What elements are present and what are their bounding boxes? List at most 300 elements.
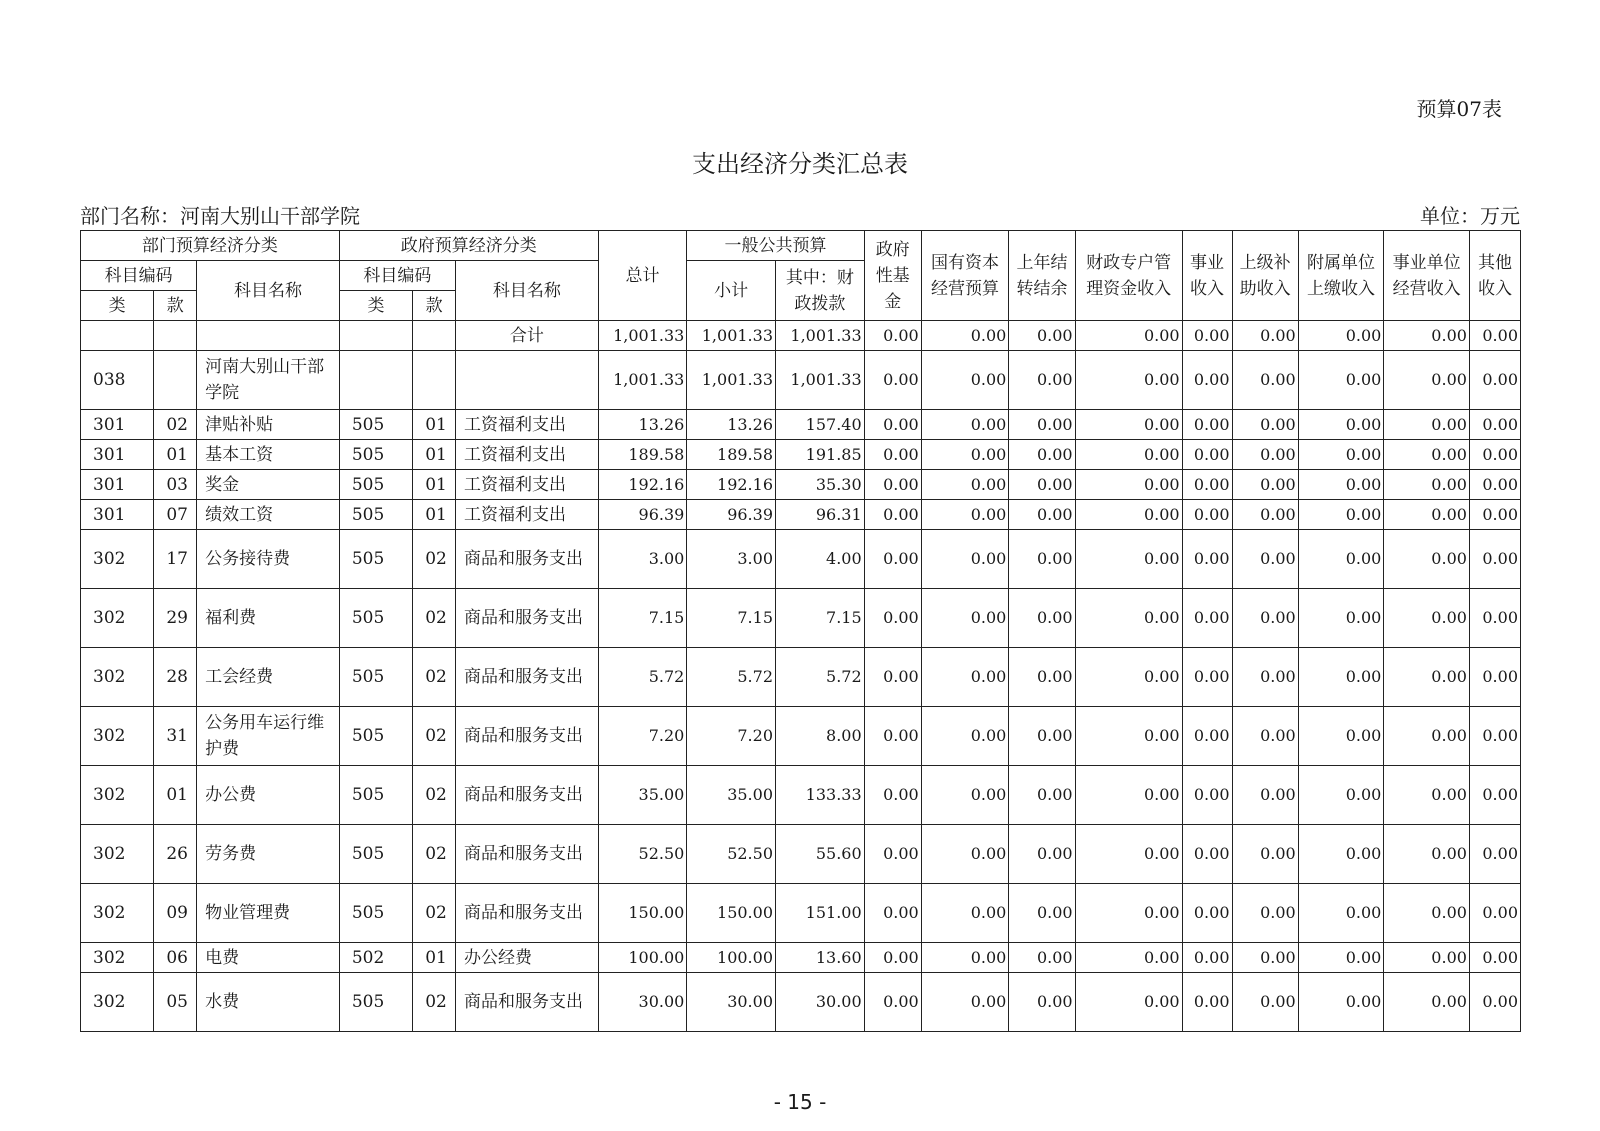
gov-code-lei: 502 <box>339 943 412 973</box>
gov-code-kuan: 02 <box>413 707 456 766</box>
operating-income-cell: 0.00 <box>1384 825 1470 884</box>
fiscal-cell: 35.30 <box>776 470 865 500</box>
other-income-cell: 0.00 <box>1469 410 1520 440</box>
dept-code-kuan: 09 <box>154 884 197 943</box>
special-account-cell: 0.00 <box>1075 589 1182 648</box>
state-capital-cell: 0.00 <box>921 321 1009 351</box>
total-cell: 192.16 <box>598 470 687 500</box>
dept-code-lei: 302 <box>81 707 154 766</box>
department-label: 部门名称：河南大别山干部学院 <box>80 204 360 228</box>
gov-code-lei: 505 <box>339 589 412 648</box>
other-income-cell: 0.00 <box>1469 440 1520 470</box>
superior-subsidy-cell: 0.00 <box>1232 321 1298 351</box>
dept-code-lei: 302 <box>81 589 154 648</box>
other-income-cell: 0.00 <box>1469 530 1520 589</box>
superior-subsidy-cell: 0.00 <box>1232 973 1298 1032</box>
dept-code-lei: 301 <box>81 410 154 440</box>
special-account-cell: 0.00 <box>1075 500 1182 530</box>
fiscal-cell: 8.00 <box>776 707 865 766</box>
operating-income-cell: 0.00 <box>1384 648 1470 707</box>
special-account-cell: 0.00 <box>1075 321 1182 351</box>
table-row <box>81 884 1521 943</box>
dept-code-lei: 301 <box>81 500 154 530</box>
table-row <box>81 351 1521 410</box>
dept-code-lei: 302 <box>81 766 154 825</box>
operating-income-cell: 0.00 <box>1384 351 1470 410</box>
affiliated-income-cell: 0.00 <box>1298 321 1384 351</box>
dept-code-kuan <box>154 351 197 410</box>
gov-code-kuan: 02 <box>413 589 456 648</box>
other-income-cell: 0.00 <box>1469 766 1520 825</box>
table-row <box>81 766 1521 825</box>
state-capital-cell: 0.00 <box>921 766 1009 825</box>
gov-code-kuan: 02 <box>413 648 456 707</box>
dept-code-kuan: 06 <box>154 943 197 973</box>
dept-code-kuan: 31 <box>154 707 197 766</box>
gov-code-kuan: 02 <box>413 884 456 943</box>
superior-subsidy-cell: 0.00 <box>1232 470 1298 500</box>
gov-subject-name: 工资福利支出 <box>456 440 599 470</box>
subtotal-cell: 1,001.33 <box>687 351 776 410</box>
carryover-cell: 0.00 <box>1009 440 1075 470</box>
special-account-cell: 0.00 <box>1075 440 1182 470</box>
gov-subject-name: 商品和服务支出 <box>456 530 599 589</box>
special-account-cell: 0.00 <box>1075 648 1182 707</box>
total-cell: 7.20 <box>598 707 687 766</box>
form-number: 预算07表 <box>1416 97 1502 121</box>
dept-subject-name: 河南大别山干部学院 <box>197 351 340 410</box>
career-income-cell: 0.00 <box>1182 470 1232 500</box>
dept-subject-name: 津贴补贴 <box>197 410 340 440</box>
operating-income-cell: 0.00 <box>1384 500 1470 530</box>
carryover-cell: 0.00 <box>1009 825 1075 884</box>
gov-code-lei: 505 <box>339 766 412 825</box>
header-special-account: 财政专户管理资金收入 <box>1075 231 1182 321</box>
carryover-cell: 0.00 <box>1009 884 1075 943</box>
other-income-cell: 0.00 <box>1469 707 1520 766</box>
state-capital-cell: 0.00 <box>921 440 1009 470</box>
header-gov-kuan: 款 <box>413 291 456 321</box>
dept-code-kuan: 01 <box>154 440 197 470</box>
gov-subject-name: 办公经费 <box>456 943 599 973</box>
carryover-cell: 0.00 <box>1009 410 1075 440</box>
gov-subject-name: 商品和服务支出 <box>456 707 599 766</box>
other-income-cell: 0.00 <box>1469 884 1520 943</box>
carryover-cell: 0.00 <box>1009 973 1075 1032</box>
total-cell: 1,001.33 <box>598 351 687 410</box>
dept-code-kuan: 26 <box>154 825 197 884</box>
dept-code-kuan: 28 <box>154 648 197 707</box>
gov-code-kuan: 02 <box>413 973 456 1032</box>
state-capital-cell: 0.00 <box>921 943 1009 973</box>
superior-subsidy-cell: 0.00 <box>1232 500 1298 530</box>
career-income-cell: 0.00 <box>1182 884 1232 943</box>
carryover-cell: 0.00 <box>1009 351 1075 410</box>
affiliated-income-cell: 0.00 <box>1298 500 1384 530</box>
special-account-cell: 0.00 <box>1075 410 1182 440</box>
fiscal-cell: 13.60 <box>776 943 865 973</box>
superior-subsidy-cell: 0.00 <box>1232 530 1298 589</box>
carryover-cell: 0.00 <box>1009 589 1075 648</box>
header-affiliated-income: 附属单位上缴收入 <box>1298 231 1384 321</box>
dept-subject-name: 绩效工资 <box>197 500 340 530</box>
header-gov-subject-code: 科目编码 <box>339 261 455 291</box>
carryover-cell: 0.00 <box>1009 766 1075 825</box>
carryover-cell: 0.00 <box>1009 500 1075 530</box>
state-capital-cell: 0.00 <box>921 648 1009 707</box>
carryover-cell: 0.00 <box>1009 648 1075 707</box>
other-income-cell: 0.00 <box>1469 825 1520 884</box>
superior-subsidy-cell: 0.00 <box>1232 707 1298 766</box>
state-capital-cell: 0.00 <box>921 351 1009 410</box>
state-capital-cell: 0.00 <box>921 884 1009 943</box>
gov-fund-cell: 0.00 <box>864 321 921 351</box>
subtotal-cell: 35.00 <box>687 766 776 825</box>
subtotal-cell: 100.00 <box>687 943 776 973</box>
dept-code-kuan: 07 <box>154 500 197 530</box>
header-dept-kuan: 款 <box>154 291 197 321</box>
career-income-cell: 0.00 <box>1182 410 1232 440</box>
fiscal-cell: 191.85 <box>776 440 865 470</box>
gov-subject-name: 商品和服务支出 <box>456 589 599 648</box>
header-career-income: 事业收入 <box>1182 231 1232 321</box>
header-subtotal: 小计 <box>687 261 776 321</box>
affiliated-income-cell: 0.00 <box>1298 943 1384 973</box>
header-gov-lei: 类 <box>339 291 412 321</box>
affiliated-income-cell: 0.00 <box>1298 766 1384 825</box>
gov-fund-cell: 0.00 <box>864 530 921 589</box>
gov-subject-name: 商品和服务支出 <box>456 825 599 884</box>
total-cell: 1,001.33 <box>598 321 687 351</box>
career-income-cell: 0.00 <box>1182 973 1232 1032</box>
gov-fund-cell: 0.00 <box>864 707 921 766</box>
superior-subsidy-cell: 0.00 <box>1232 884 1298 943</box>
gov-code-kuan <box>413 321 456 351</box>
dept-code-kuan: 05 <box>154 973 197 1032</box>
gov-fund-cell: 0.00 <box>864 470 921 500</box>
special-account-cell: 0.00 <box>1075 707 1182 766</box>
table-row <box>81 500 1521 530</box>
gov-code-kuan: 01 <box>413 943 456 973</box>
operating-income-cell: 0.00 <box>1384 973 1470 1032</box>
header-general-budget: 一般公共预算 <box>687 231 864 261</box>
career-income-cell: 0.00 <box>1182 500 1232 530</box>
gov-fund-cell: 0.00 <box>864 440 921 470</box>
carryover-cell: 0.00 <box>1009 321 1075 351</box>
unit-label: 单位：万元 <box>1420 204 1520 228</box>
gov-subject-name: 工资福利支出 <box>456 470 599 500</box>
gov-fund-cell: 0.00 <box>864 589 921 648</box>
affiliated-income-cell: 0.00 <box>1298 470 1384 500</box>
subtotal-cell: 30.00 <box>687 973 776 1032</box>
affiliated-income-cell: 0.00 <box>1298 648 1384 707</box>
gov-subject-name: 商品和服务支出 <box>456 648 599 707</box>
other-income-cell: 0.00 <box>1469 321 1520 351</box>
other-income-cell: 0.00 <box>1469 648 1520 707</box>
superior-subsidy-cell: 0.00 <box>1232 943 1298 973</box>
fiscal-cell: 151.00 <box>776 884 865 943</box>
career-income-cell: 0.00 <box>1182 321 1232 351</box>
state-capital-cell: 0.00 <box>921 973 1009 1032</box>
subtotal-cell: 7.20 <box>687 707 776 766</box>
affiliated-income-cell: 0.00 <box>1298 825 1384 884</box>
gov-subject-name: 工资福利支出 <box>456 410 599 440</box>
dept-subject-name: 水费 <box>197 973 340 1032</box>
subtotal-cell: 52.50 <box>687 825 776 884</box>
operating-income-cell: 0.00 <box>1384 321 1470 351</box>
header-of-which-fiscal: 其中：财政拨款 <box>776 261 865 321</box>
dept-code-kuan <box>154 321 197 351</box>
fiscal-cell: 7.15 <box>776 589 865 648</box>
superior-subsidy-cell: 0.00 <box>1232 766 1298 825</box>
fiscal-cell: 1,001.33 <box>776 351 865 410</box>
gov-code-kuan: 01 <box>413 410 456 440</box>
header-operating-income: 事业单位经营收入 <box>1384 231 1470 321</box>
dept-subject-name: 基本工资 <box>197 440 340 470</box>
gov-fund-cell: 0.00 <box>864 973 921 1032</box>
gov-code-kuan: 01 <box>413 470 456 500</box>
total-cell: 5.72 <box>598 648 687 707</box>
header-gov-fund: 政府性基金 <box>864 231 921 321</box>
subtotal-cell: 5.72 <box>687 648 776 707</box>
operating-income-cell: 0.00 <box>1384 440 1470 470</box>
gov-code-lei: 505 <box>339 648 412 707</box>
dept-code-kuan: 01 <box>154 766 197 825</box>
gov-code-lei: 505 <box>339 973 412 1032</box>
gov-code-lei: 505 <box>339 530 412 589</box>
header-carryover: 上年结转结余 <box>1009 231 1075 321</box>
total-cell: 150.00 <box>598 884 687 943</box>
affiliated-income-cell: 0.00 <box>1298 530 1384 589</box>
superior-subsidy-cell: 0.00 <box>1232 589 1298 648</box>
gov-subject-name: 商品和服务支出 <box>456 884 599 943</box>
operating-income-cell: 0.00 <box>1384 410 1470 440</box>
gov-code-lei: 505 <box>339 884 412 943</box>
table-header <box>81 231 1521 321</box>
career-income-cell: 0.00 <box>1182 351 1232 410</box>
header-other-income: 其他收入 <box>1469 231 1520 321</box>
total-cell: 96.39 <box>598 500 687 530</box>
gov-code-lei: 505 <box>339 500 412 530</box>
dept-subject-name: 劳务费 <box>197 825 340 884</box>
dept-code-kuan: 17 <box>154 530 197 589</box>
total-cell: 189.58 <box>598 440 687 470</box>
other-income-cell: 0.00 <box>1469 351 1520 410</box>
gov-code-lei: 505 <box>339 825 412 884</box>
gov-subject-name <box>456 351 599 410</box>
total-cell: 35.00 <box>598 766 687 825</box>
dept-subject-name: 物业管理费 <box>197 884 340 943</box>
table-row <box>81 825 1521 884</box>
dept-code-kuan: 03 <box>154 470 197 500</box>
affiliated-income-cell: 0.00 <box>1298 440 1384 470</box>
page-number: - 15 - <box>773 1090 827 1114</box>
header-superior-subsidy: 上级补助收入 <box>1232 231 1298 321</box>
fiscal-cell: 1,001.33 <box>776 321 865 351</box>
other-income-cell: 0.00 <box>1469 470 1520 500</box>
gov-fund-cell: 0.00 <box>864 351 921 410</box>
subtotal-cell: 1,001.33 <box>687 321 776 351</box>
subtotal-cell: 192.16 <box>687 470 776 500</box>
affiliated-income-cell: 0.00 <box>1298 589 1384 648</box>
dept-code-kuan: 02 <box>154 410 197 440</box>
dept-code-lei: 038 <box>81 351 154 410</box>
gov-fund-cell: 0.00 <box>864 825 921 884</box>
total-cell: 3.00 <box>598 530 687 589</box>
special-account-cell: 0.00 <box>1075 825 1182 884</box>
page-title: 支出经济分类汇总表 <box>692 150 908 178</box>
gov-code-kuan: 02 <box>413 825 456 884</box>
header-total: 总计 <box>598 231 687 321</box>
special-account-cell: 0.00 <box>1075 766 1182 825</box>
dept-subject-name <box>197 321 340 351</box>
subtotal-cell: 189.58 <box>687 440 776 470</box>
fiscal-cell: 96.31 <box>776 500 865 530</box>
affiliated-income-cell: 0.00 <box>1298 410 1384 440</box>
subtotal-cell: 3.00 <box>687 530 776 589</box>
table-row <box>81 943 1521 973</box>
table-row <box>81 648 1521 707</box>
gov-fund-cell: 0.00 <box>864 884 921 943</box>
gov-code-lei: 505 <box>339 707 412 766</box>
dept-code-lei: 302 <box>81 825 154 884</box>
affiliated-income-cell: 0.00 <box>1298 884 1384 943</box>
dept-code-lei: 301 <box>81 440 154 470</box>
gov-code-kuan: 02 <box>413 530 456 589</box>
career-income-cell: 0.00 <box>1182 589 1232 648</box>
dept-code-lei: 302 <box>81 973 154 1032</box>
career-income-cell: 0.00 <box>1182 825 1232 884</box>
subtotal-cell: 13.26 <box>687 410 776 440</box>
state-capital-cell: 0.00 <box>921 500 1009 530</box>
carryover-cell: 0.00 <box>1009 707 1075 766</box>
gov-fund-cell: 0.00 <box>864 410 921 440</box>
carryover-cell: 0.00 <box>1009 943 1075 973</box>
career-income-cell: 0.00 <box>1182 766 1232 825</box>
gov-code-lei <box>339 351 412 410</box>
fiscal-cell: 55.60 <box>776 825 865 884</box>
table-row <box>81 973 1521 1032</box>
operating-income-cell: 0.00 <box>1384 530 1470 589</box>
dept-code-lei: 302 <box>81 943 154 973</box>
gov-subject-name: 工资福利支出 <box>456 500 599 530</box>
state-capital-cell: 0.00 <box>921 410 1009 440</box>
subtotal-cell: 150.00 <box>687 884 776 943</box>
gov-code-lei: 505 <box>339 470 412 500</box>
other-income-cell: 0.00 <box>1469 943 1520 973</box>
total-cell: 13.26 <box>598 410 687 440</box>
expense-classification-table <box>80 230 1521 1032</box>
state-capital-cell: 0.00 <box>921 589 1009 648</box>
carryover-cell: 0.00 <box>1009 470 1075 500</box>
gov-fund-cell: 0.00 <box>864 943 921 973</box>
state-capital-cell: 0.00 <box>921 470 1009 500</box>
dept-code-lei: 302 <box>81 530 154 589</box>
career-income-cell: 0.00 <box>1182 943 1232 973</box>
other-income-cell: 0.00 <box>1469 973 1520 1032</box>
operating-income-cell: 0.00 <box>1384 589 1470 648</box>
gov-code-lei: 505 <box>339 440 412 470</box>
subtotal-cell: 96.39 <box>687 500 776 530</box>
gov-code-kuan: 01 <box>413 500 456 530</box>
fiscal-cell: 30.00 <box>776 973 865 1032</box>
dept-subject-name: 公务用车运行维护费 <box>197 707 340 766</box>
special-account-cell: 0.00 <box>1075 973 1182 1032</box>
gov-subject-name: 商品和服务支出 <box>456 973 599 1032</box>
gov-code-lei <box>339 321 412 351</box>
state-capital-cell: 0.00 <box>921 825 1009 884</box>
affiliated-income-cell: 0.00 <box>1298 707 1384 766</box>
fiscal-cell: 133.33 <box>776 766 865 825</box>
dept-subject-name: 电费 <box>197 943 340 973</box>
special-account-cell: 0.00 <box>1075 351 1182 410</box>
table-row <box>81 589 1521 648</box>
table-row <box>81 440 1521 470</box>
header-dept-subject-name: 科目名称 <box>197 261 340 321</box>
gov-fund-cell: 0.00 <box>864 500 921 530</box>
gov-subject-name: 合计 <box>456 321 599 351</box>
operating-income-cell: 0.00 <box>1384 470 1470 500</box>
dept-code-kuan: 29 <box>154 589 197 648</box>
total-cell: 52.50 <box>598 825 687 884</box>
header-dept-class: 部门预算经济分类 <box>81 231 340 261</box>
table-row-total <box>81 321 1521 351</box>
superior-subsidy-cell: 0.00 <box>1232 410 1298 440</box>
special-account-cell: 0.00 <box>1075 943 1182 973</box>
career-income-cell: 0.00 <box>1182 530 1232 589</box>
special-account-cell: 0.00 <box>1075 884 1182 943</box>
table-row <box>81 470 1521 500</box>
total-cell: 7.15 <box>598 589 687 648</box>
operating-income-cell: 0.00 <box>1384 766 1470 825</box>
gov-fund-cell: 0.00 <box>864 648 921 707</box>
subtotal-cell: 7.15 <box>687 589 776 648</box>
dept-subject-name: 办公费 <box>197 766 340 825</box>
header-dept-lei: 类 <box>81 291 154 321</box>
table-row <box>81 707 1521 766</box>
carryover-cell: 0.00 <box>1009 530 1075 589</box>
total-cell: 100.00 <box>598 943 687 973</box>
dept-subject-name: 奖金 <box>197 470 340 500</box>
operating-income-cell: 0.00 <box>1384 884 1470 943</box>
dept-code-lei <box>81 321 154 351</box>
affiliated-income-cell: 0.00 <box>1298 351 1384 410</box>
dept-subject-name: 工会经费 <box>197 648 340 707</box>
gov-subject-name: 商品和服务支出 <box>456 766 599 825</box>
total-cell: 30.00 <box>598 973 687 1032</box>
special-account-cell: 0.00 <box>1075 530 1182 589</box>
fiscal-cell: 5.72 <box>776 648 865 707</box>
gov-fund-cell: 0.00 <box>864 766 921 825</box>
table-body <box>81 321 1521 1032</box>
operating-income-cell: 0.00 <box>1384 707 1470 766</box>
affiliated-income-cell: 0.00 <box>1298 973 1384 1032</box>
table-row <box>81 530 1521 589</box>
superior-subsidy-cell: 0.00 <box>1232 440 1298 470</box>
career-income-cell: 0.00 <box>1182 440 1232 470</box>
dept-subject-name: 公务接待费 <box>197 530 340 589</box>
header-gov-class: 政府预算经济分类 <box>339 231 598 261</box>
gov-code-kuan: 01 <box>413 440 456 470</box>
gov-code-kuan <box>413 351 456 410</box>
career-income-cell: 0.00 <box>1182 648 1232 707</box>
other-income-cell: 0.00 <box>1469 500 1520 530</box>
header-gov-subject-name: 科目名称 <box>456 261 599 321</box>
other-income-cell: 0.00 <box>1469 589 1520 648</box>
special-account-cell: 0.00 <box>1075 470 1182 500</box>
dept-code-lei: 302 <box>81 648 154 707</box>
fiscal-cell: 4.00 <box>776 530 865 589</box>
